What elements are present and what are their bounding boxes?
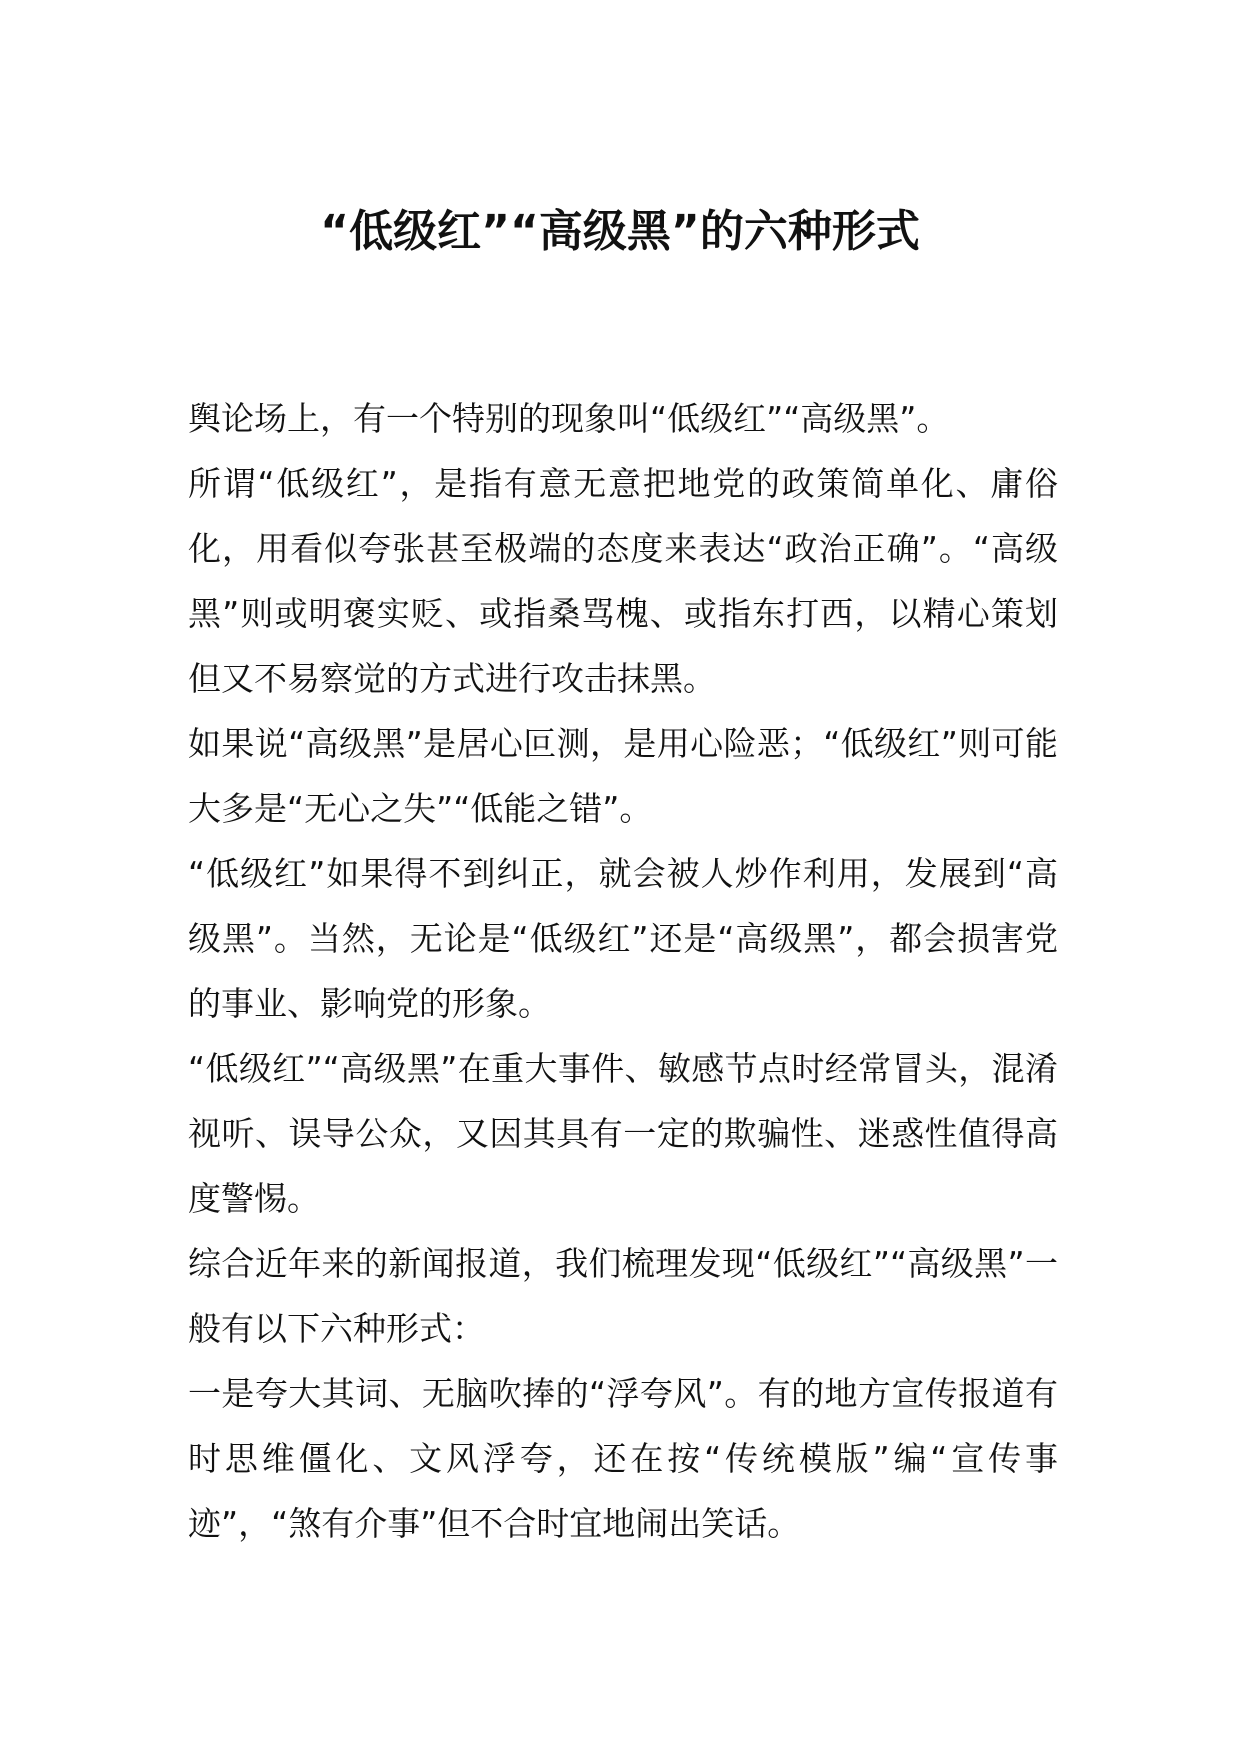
paragraph: 所谓“低级红”，是指有意无意把地党的政策简单化、庸俗化，用看似夸张甚至极端的态度来表达“政治正确”。“高级黑”则或明褒实贬、或指桑骂槐、或指东打西，以精心策划但又不易察觉的方式进行攻击抹黑。 bbox=[188, 464, 1058, 698]
paragraph: “低级红”如果得不到纠正，就会被人炒作利用，发展到“高级黑”。当然，无论是“低级红”还是“高级黑”，都会损害党的事业、影响党的形象。 bbox=[188, 854, 1058, 1023]
document-body bbox=[188, 386, 1058, 1556]
document-title: “低级红”“高级黑”的六种形式 bbox=[320, 206, 920, 257]
paragraph: 如果说“高级黑”是居心叵测，是用心险恶；“低级红”则可能大多是“无心之失”“低能之错”。 bbox=[188, 724, 1058, 828]
paragraph: 综合近年来的新闻报道，我们梳理发现“低级红”“高级黑”一般有以下六种形式： bbox=[188, 1244, 1058, 1348]
paragraph: 舆论场上，有一个特别的现象叫“低级红”“高级黑”。 bbox=[188, 399, 950, 438]
paragraph: 一是夸大其词、无脑吹捧的“浮夸风”。有的地方宣传报道有时思维僵化、文风浮夸，还在按“传统模版”编“宣传事迹”，“煞有介事”但不合时宜地闹出笑话。 bbox=[188, 1374, 1058, 1543]
paragraph: “低级红”“高级黑”在重大事件、敏感节点时经常冒头，混淆视听、误导公众，又因其具有一定的欺骗性、迷惑性值得高度警惕。 bbox=[188, 1049, 1058, 1218]
